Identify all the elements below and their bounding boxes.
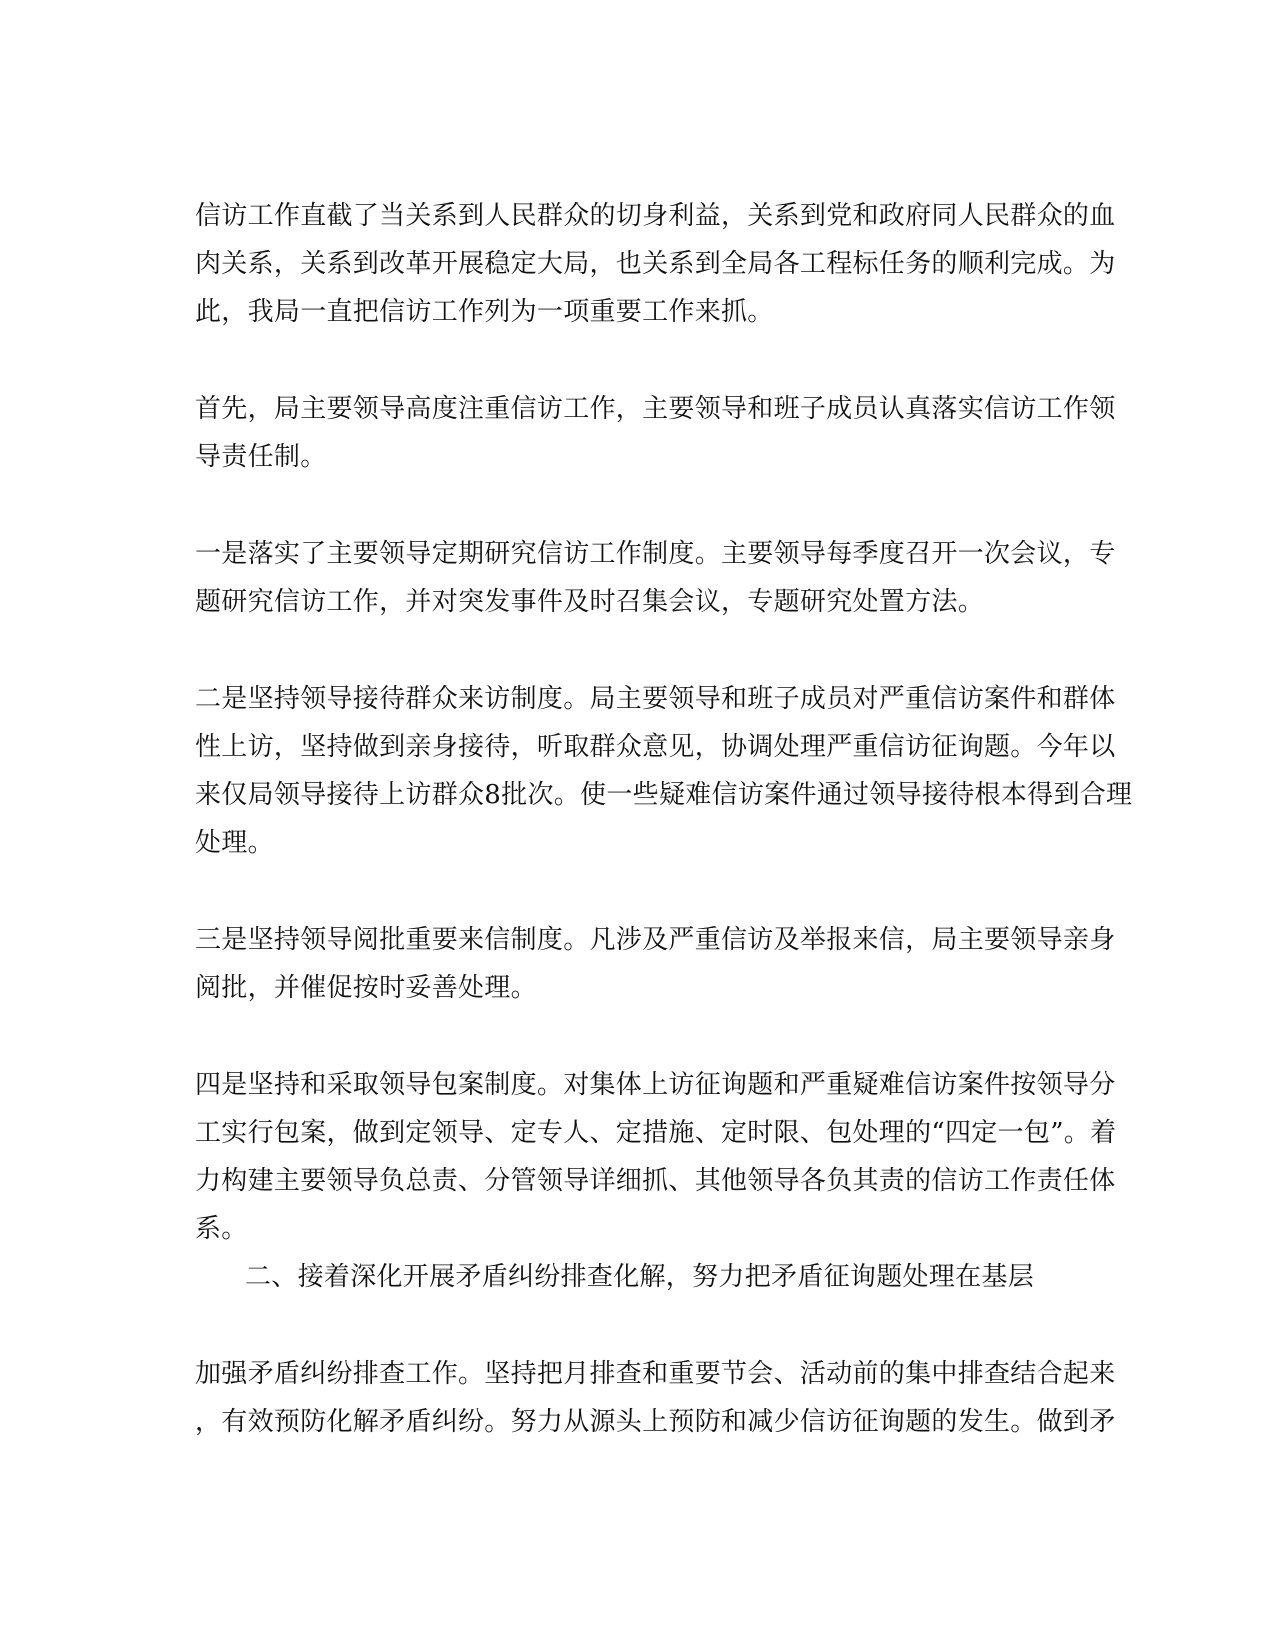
paragraph-7-line-2: ，有效预防化解矛盾纠纷。努力从源头上预防和减少信访征询题的发生。做到矛 bbox=[195, 1407, 1116, 1437]
paragraph-5-line-1: 三是坚持领导阅批重要来信制度。凡涉及严重信访及举报来信，局主要领导亲身 bbox=[195, 925, 1116, 955]
paragraph-2-line-2: 导责任制。 bbox=[195, 442, 327, 472]
paragraph-1-line-1: 信访工作直截了当关系到人民群众的切身利益，关系到党和政府同人民群众的血 bbox=[195, 201, 1116, 231]
paragraph-2-line-1: 首先，局主要领导高度注重信访工作，主要领导和班子成员认真落实信访工作领 bbox=[195, 394, 1116, 424]
paragraph-1-line-3: 此，我局一直把信访工作列为一项重要工作来抓。 bbox=[195, 297, 774, 327]
paragraph-6-line-4: 系。 bbox=[195, 1214, 248, 1244]
paragraph-3-line-2: 题研究信访工作，并对突发事件及时召集会议，专题研究处置方法。 bbox=[195, 587, 985, 617]
paragraph-4-line-3: 来仅局领导接待上访群众8批次。使一些疑难信访案件通过领导接待根本得到合理 bbox=[195, 780, 1133, 810]
section-heading-2: 二、接着深化开展矛盾纠纷排查化解，努力把矛盾征询题处理在基层 bbox=[245, 1262, 1035, 1292]
paragraph-6-line-3: 力构建主要领导负总责、分管领导详细抓、其他领导各负其责的信访工作责任体 bbox=[195, 1166, 1116, 1196]
paragraph-3-line-1: 一是落实了主要领导定期研究信访工作制度。主要领导每季度召开一次会议，专 bbox=[195, 539, 1116, 569]
paragraph-6-line-1: 四是坚持和采取领导包案制度。对集体上访征询题和严重疑难信访案件按领导分 bbox=[195, 1070, 1116, 1100]
paragraph-7-line-1: 加强矛盾纠纷排查工作。坚持把月排查和重要节会、活动前的集中排查结合起来 bbox=[195, 1359, 1116, 1389]
paragraph-1-line-2: 肉关系，关系到改革开展稳定大局，也关系到全局各工程标任务的顺利完成。为 bbox=[195, 249, 1116, 279]
paragraph-4-line-1: 二是坚持领导接待群众来访制度。局主要领导和班子成员对严重信访案件和群体 bbox=[195, 684, 1116, 714]
paragraph-6-line-2: 工实行包案，做到定领导、定专人、定措施、定时限、包处理的“四定一包”。着 bbox=[195, 1118, 1117, 1148]
paragraph-4-line-2: 性上访，坚持做到亲身接待，听取群众意见，协调处理严重信访征询题。今年以 bbox=[195, 732, 1116, 762]
paragraph-4-line-4: 处理。 bbox=[195, 828, 274, 858]
paragraph-5-line-2: 阅批，并催促按时妥善处理。 bbox=[195, 973, 537, 1003]
